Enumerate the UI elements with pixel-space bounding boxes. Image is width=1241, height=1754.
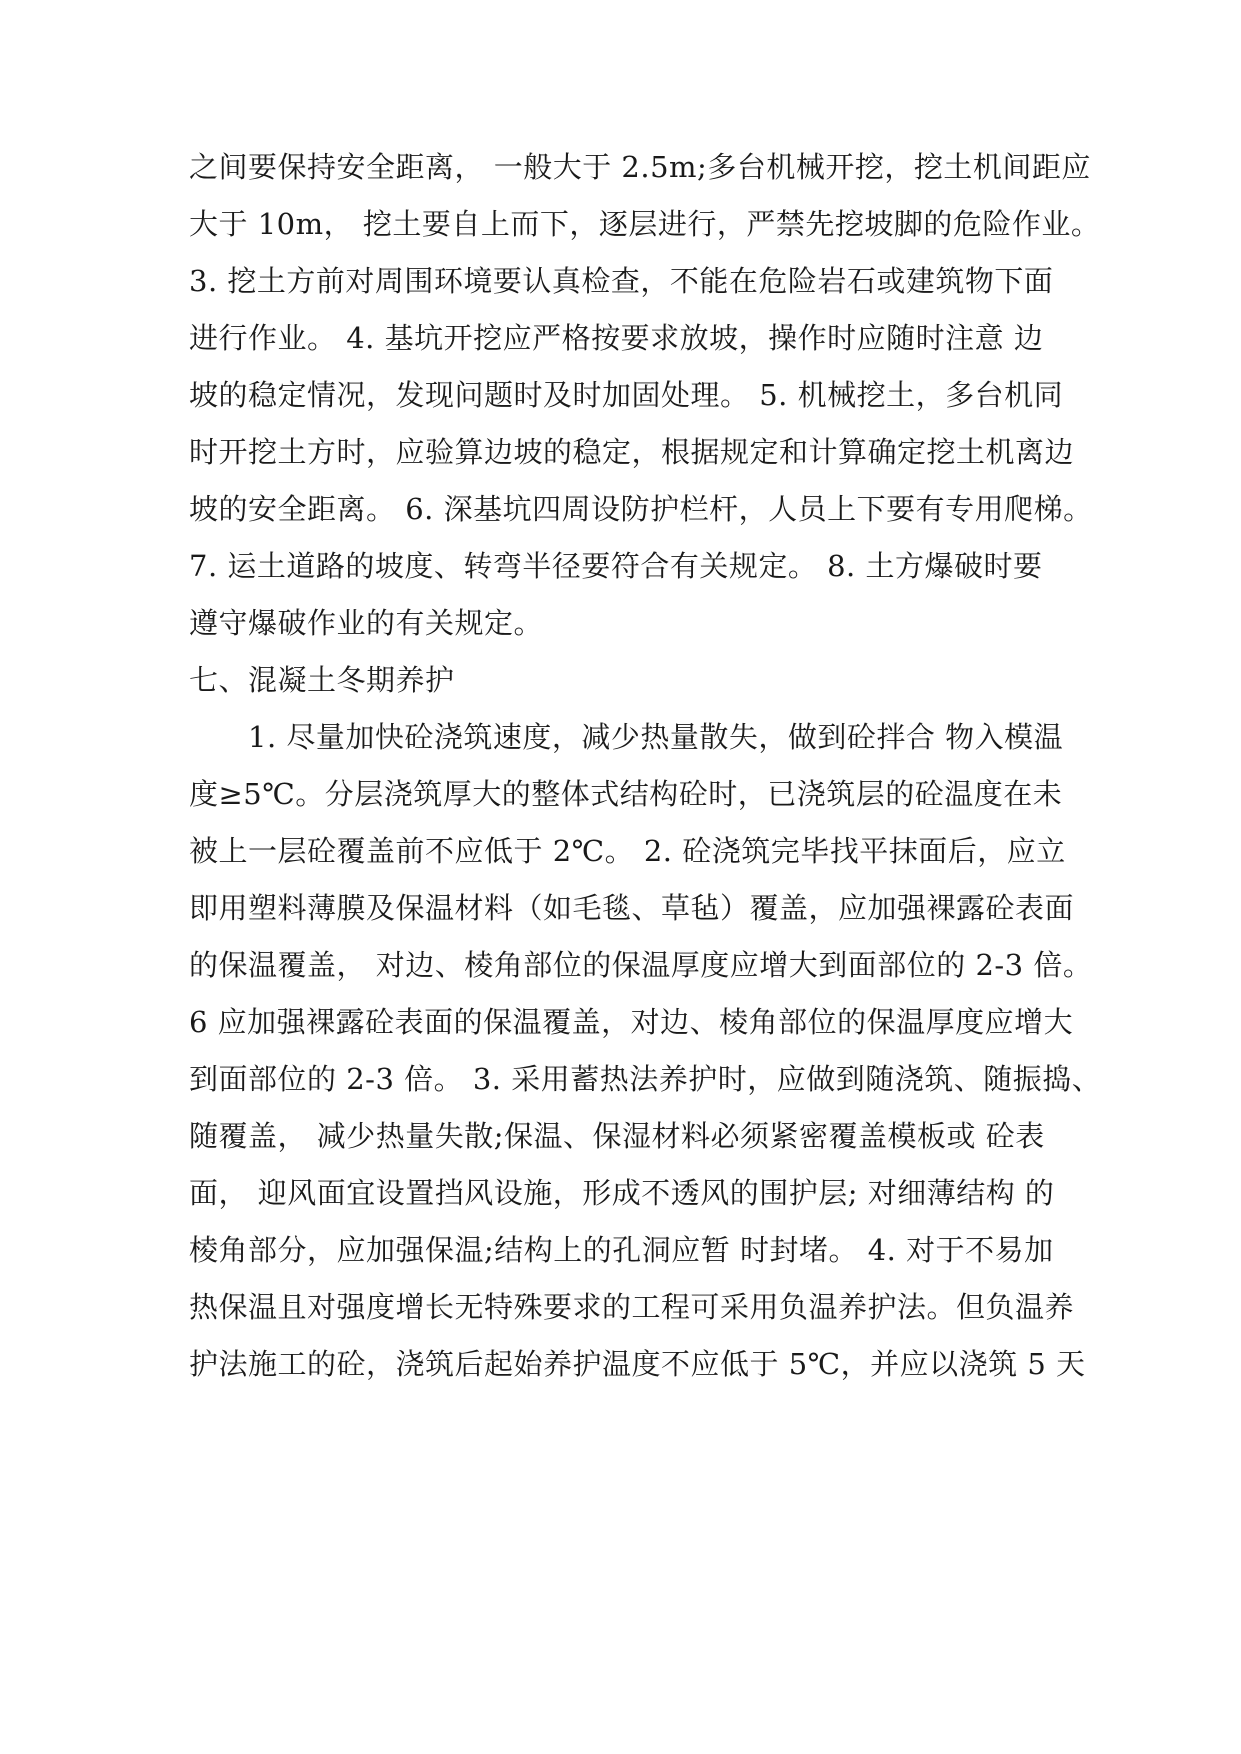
text-line: 面， 迎风面宜设置挡风设施，形成不透风的围护层; 对细薄结构 的	[189, 1176, 1055, 1210]
text-line: 大于 10m， 挖土要自上而下，逐层进行，严禁先挖坡脚的危险作业。	[189, 207, 1101, 241]
text-line: 度≥5℃。分层浇筑厚大的整体式结构砼时，已浇筑层的砼温度在未	[189, 777, 1063, 811]
text-line: 热保温且对强度增长无特殊要求的工程可采用负温养护法。但负温养	[189, 1290, 1075, 1324]
text-line: 7. 运土道路的坡度、转弯半径要符合有关规定。 8. 土方爆破时要	[189, 549, 1043, 583]
text-line: 坡的稳定情况，发现问题时及时加固处理。 5. 机械挖土，多台机同	[189, 378, 1064, 412]
text-line: 随覆盖， 减少热量失散;保温、保湿材料必须紧密覆盖模板或 砼表	[189, 1119, 1045, 1153]
text-line: 棱角部分，应加强保温;结构上的孔洞应暂 时封堵。 4. 对于不易加	[189, 1233, 1054, 1267]
text-line: 进行作业。 4. 基坑开挖应严格按要求放坡，操作时应随时注意 边	[189, 321, 1044, 355]
text-line: 被上一层砼覆盖前不应低于 2℃。 2. 砼浇筑完毕找平抹面后，应立	[189, 834, 1066, 868]
text-line: 护法施工的砼，浇筑后起始养护温度不应低于 5℃，并应以浇筑 5 天	[189, 1347, 1086, 1381]
text-line: 之间要保持安全距离， 一般大于 2.5m;多台机械开挖，挖土机间距应	[189, 150, 1091, 184]
text-line: 6 应加强裸露砼表面的保温覆盖，对边、棱角部位的保温厚度应增大	[189, 1005, 1074, 1039]
text-line: 时开挖土方时，应验算边坡的稳定，根据规定和计算确定挖土机离边	[189, 435, 1075, 469]
text-line: 的保温覆盖， 对边、棱角部位的保温厚度应增大到面部位的 2-3 倍。	[189, 948, 1093, 982]
text-line: 坡的安全距离。 6. 深基坑四周设防护栏杆，人员上下要有专用爬梯。	[189, 492, 1093, 526]
section-heading: 七、混凝土冬期养护	[189, 663, 455, 697]
text-line: 到面部位的 2-3 倍。 3. 采用蓄热法养护时，应做到随浇筑、随振捣、	[189, 1062, 1102, 1096]
text-line: 1. 尽量加快砼浇筑速度，减少热量散失，做到砼拌合 物入模温	[189, 720, 1064, 754]
text-line: 3. 挖土方前对周围环境要认真检查，不能在危险岩石或建筑物下面	[189, 264, 1054, 298]
text-line: 遵守爆破作业的有关规定。	[189, 606, 544, 640]
text-line: 即用塑料薄膜及保温材料（如毛毯、草毡）覆盖，应加强裸露砼表面	[189, 891, 1075, 925]
